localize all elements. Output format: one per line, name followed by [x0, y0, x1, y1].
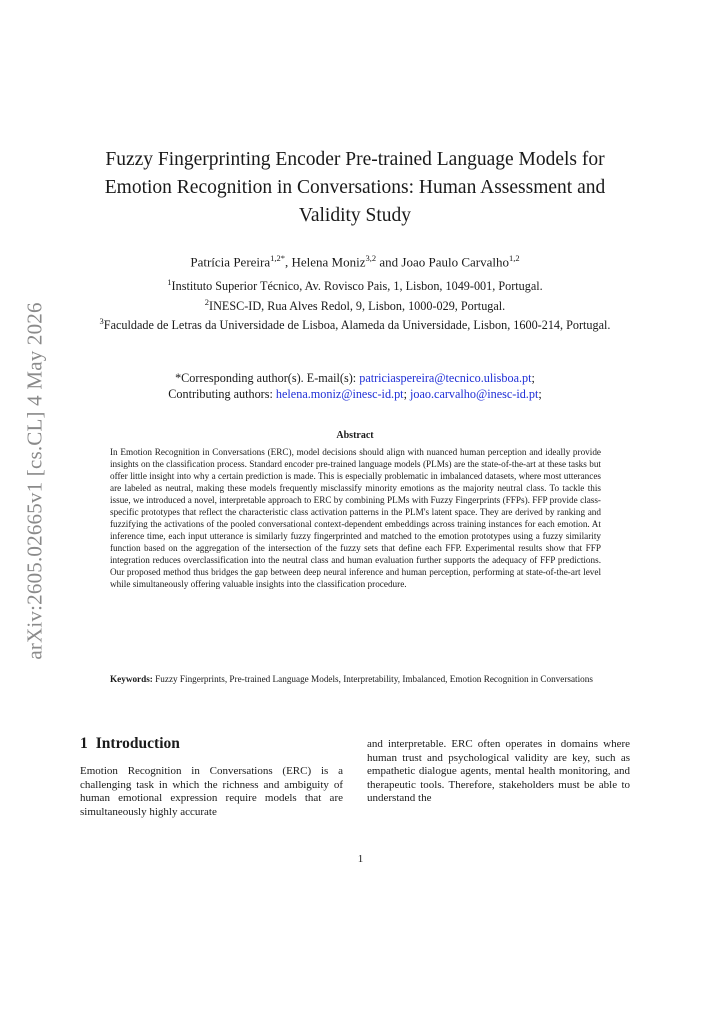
contributing-label: Contributing authors:: [168, 387, 276, 401]
affiliation-number: 2: [204, 296, 210, 307]
corresponding-author-line: [80, 370, 630, 386]
affiliation-number: 1: [167, 277, 172, 287]
author-name: Patrícia Pereira: [190, 254, 271, 270]
contributing-suffix: ;: [538, 387, 542, 401]
keywords: [110, 673, 601, 685]
author-list: [80, 250, 630, 270]
affiliation-text: Faculdade de Letras da Universidade de Lisboa, Alameda da Universidade, Lisbon, 1600-214, Portugal.: [103, 318, 611, 333]
affiliation-text: Instituto Superior Técnico, Av. Rovisco Pais, 1, Lisbon, 1049-001, Portugal.: [171, 279, 543, 294]
page-number: 1: [357, 853, 364, 865]
corresponding-email-link[interactable]: patriciaspereira@tecnico.ulisboa.pt: [359, 371, 532, 385]
contributing-email-link[interactable]: helena.moniz@inesc-id.pt: [275, 387, 404, 401]
contact-info: [80, 370, 630, 402]
affiliation-text: INESC-ID, Rua Alves Redol, 9, Lisbon, 1000-029, Portugal.: [209, 298, 506, 313]
author-affiliation-marker: 1,2: [509, 253, 520, 263]
author-name: Joao Paulo Carvalho: [401, 254, 510, 270]
arxiv-identifier-text: arXiv:2605.02665v1 [cs.CL] 4 May 2026: [22, 302, 47, 660]
corresponding-label: *Corresponding author(s). E-mail(s):: [175, 371, 360, 385]
body-text-right-column: and interpretable. ERC often operates in domains where human trust and psychological validity are key, such as empathetic dialogue agents, mental health monitoring, and therapeutic tools. Therefore, stakeholders must be able to understand the: [367, 738, 630, 804]
author-separator: and: [376, 254, 402, 270]
abstract-heading: Abstract: [336, 430, 374, 441]
author-affiliation-marker: 3,2: [365, 253, 377, 263]
contributing-separator: ;: [403, 387, 411, 401]
keywords-label: Keywords:: [110, 674, 153, 684]
paper-title: Fuzzy Fingerprinting Encoder Pre-trained Language Models for Emotion Recognition in Conversations: Human Assessment and Validity Study: [104, 149, 606, 226]
abstract-text: In Emotion Recognition in Conversations (ERC), model decisions should align with nuanced human perception and ideally provide insights on the classification process. Standard encoder pre-trained language models (PLMs) are the state-of-the-art at these tasks but offer little insight into why a certain prediction is made. This is especially problematic in imbalanced datasets, where most utterances are labeled as neutral, making these models frequently misclassify minority emotions as the majority neutral class. To tackle this issue, we introduced a novel, interpretable approach to ERC by combining PLMs with Fuzzy Fingerprints (FFPs). FFP provide class-specific prototypes that reflect the characteristic class activation patterns in the PLM's latent space. They are derived by ranking and fuzzifying the activations of the pooled conversational context-dependent embeddings across training instances for each emotion. At inference time, each input utterance is similarly fuzzy fingerprinted and matched to the emotion prototypes using a fuzzy similarity function based on the aggregation of the intersection of the fuzzy sets that define each FFP. Experimental results show that FFP integration reduces overclassification into the neutral class and human evaluation further supports the adequacy of FFP predictions. Our proposed method thus bridges the gap between deep neural inference and human perception, performing at state-of-the-art level while simultaneously offering valuable insights into the classification procedure.: [110, 447, 601, 589]
contributing-email-link[interactable]: joao.carvalho@inesc-id.pt: [410, 387, 539, 401]
affiliation: [80, 295, 630, 315]
keywords-text: Fuzzy Fingerprints, Pre-trained Language Models, Interpretability, Imbalanced, Emotion Recognition in Conversations: [152, 674, 593, 684]
affiliation-number: 3: [99, 316, 104, 327]
affiliation: [80, 275, 630, 295]
section-number: 1: [80, 735, 88, 752]
body-text-left-column: Emotion Recognition in Conversations (ERC) is a challenging task in which the richness and ambiguity of human emotional expression require models that are simultaneously highly accurate: [80, 765, 343, 818]
affiliation: [80, 314, 630, 334]
author-affiliation-marker: 1,2*: [270, 253, 285, 263]
contributing-authors-line: [80, 386, 630, 402]
arxiv-identifier-stamp: [22, 300, 48, 662]
section-title: Introduction: [95, 735, 180, 752]
corresponding-suffix: ;: [531, 371, 535, 385]
author-name: Helena Moniz: [291, 254, 366, 270]
author-separator: ,: [285, 254, 292, 270]
section-heading: [80, 735, 180, 753]
affiliation-list: [80, 275, 630, 334]
